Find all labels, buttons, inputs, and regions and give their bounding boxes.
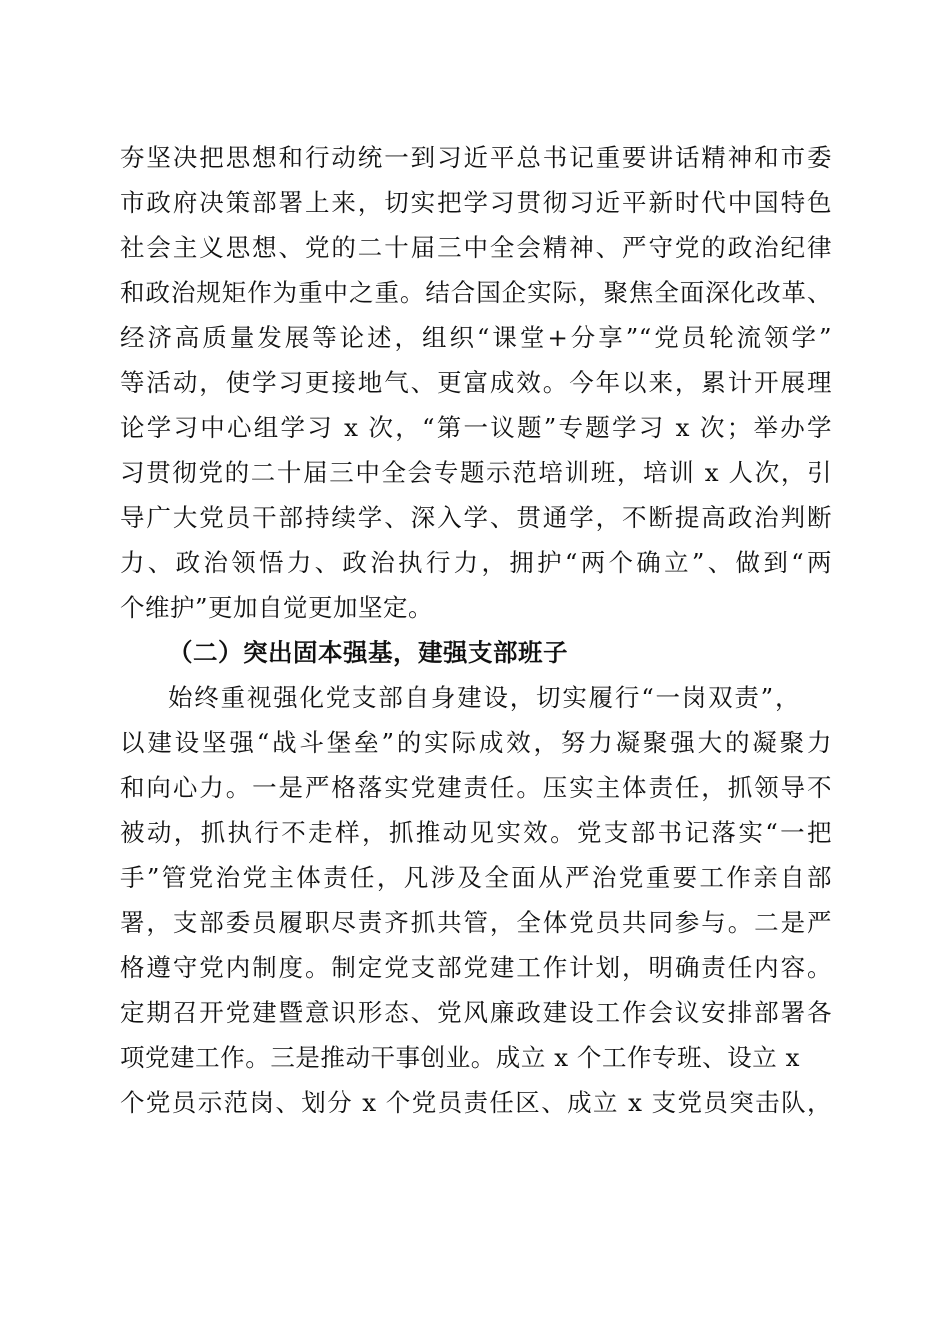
paragraph-2-line: 手”管党治党主体责任，凡涉及全面从严治党重要工作亲自部 bbox=[120, 863, 832, 892]
paragraph-2-line: 被动，抓执行不走样，抓推动见实效。党支部书记落实“一把 bbox=[120, 818, 832, 847]
paragraph-1-line: 习贯彻党的二十届三中全会专题示范培训班，培训 x 人次，引 bbox=[120, 458, 832, 487]
paragraph-1-line: 力、政治领悟力、政治执行力，拥护“两个确立”、做到“两 bbox=[120, 548, 832, 577]
paragraph-1-line: 论学习中心组学习 x 次，“第一议题”专题学习 x 次；举办学 bbox=[120, 413, 832, 442]
paragraph-1-line: 经济高质量发展等论述，组织“课堂+分享”“党员轮流领学” bbox=[120, 323, 832, 352]
paragraph-2-line: 个党员示范岗、划分 x 个党员责任区、成立 x 支党员突击队， bbox=[120, 1088, 832, 1117]
section-heading: （二）突出固本强基，建强支部班子 bbox=[168, 638, 568, 667]
paragraph-2-line: 以建设坚强“战斗堡垒”的实际成效，努力凝聚强大的凝聚力 bbox=[120, 728, 832, 757]
paragraph-2-line: 定期召开党建暨意识形态、党风廉政建设工作会议安排部署各 bbox=[120, 998, 832, 1027]
paragraph-1-line: 夯坚决把思想和行动统一到习近平总书记重要讲话精神和市委 bbox=[120, 143, 832, 172]
paragraph-2-line: 和向心力。一是严格落实党建责任。压实主体责任，抓领导不 bbox=[120, 773, 832, 802]
paragraph-1-line: 导广大党员干部持续学、深入学、贯通学，不断提高政治判断 bbox=[120, 503, 832, 532]
paragraph-1-line: 个维护”更加自觉更加坚定。 bbox=[120, 593, 434, 622]
paragraph-1-line: 市政府决策部署上来，切实把学习贯彻习近平新时代中国特色 bbox=[120, 188, 832, 217]
paragraph-2-line: 项党建工作。三是推动干事创业。成立 x 个工作专班、设立 x bbox=[120, 1043, 800, 1072]
paragraph-2-line: 格遵守党内制度。制定党支部党建工作计划，明确责任内容。 bbox=[120, 953, 832, 982]
paragraph-1-line: 等活动，使学习更接地气、更富成效。今年以来，累计开展理 bbox=[120, 368, 832, 397]
paragraph-1-line: 和政治规矩作为重中之重。结合国企实际，聚焦全面深化改革、 bbox=[120, 278, 832, 307]
paragraph-1-line: 社会主义思想、党的二十届三中全会精神、严守党的政治纪律 bbox=[120, 233, 832, 262]
paragraph-2-line: 署，支部委员履职尽责齐抓共管，全体党员共同参与。二是严 bbox=[120, 908, 832, 937]
paragraph-2-line: 始终重视强化党支部自身建设，切实履行“一岗双责”， bbox=[168, 683, 800, 712]
